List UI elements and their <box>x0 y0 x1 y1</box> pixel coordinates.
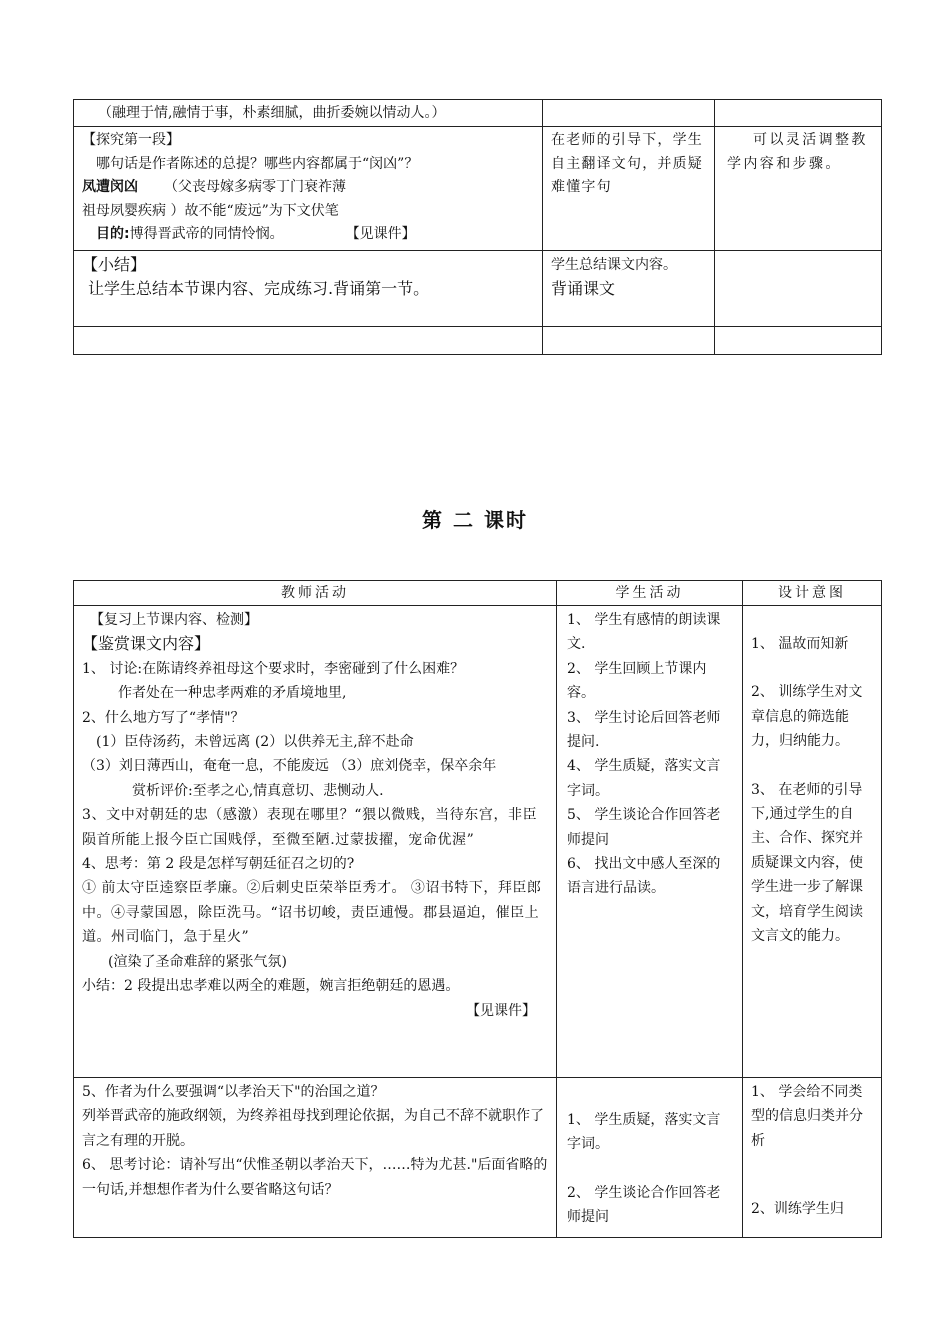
student-item: 2、 学生回顾上节课内容。 <box>567 660 707 702</box>
purpose-text: 博得晋武帝的同情怜悯。 <box>129 226 284 242</box>
question-text: 3、文中对朝廷的忠（感激）表现在哪里？“猥以微贱，当待东宫，非臣陨首所能上报今臣亡国贱俘，至微至陋.过蒙拔擢，宠命优渥” <box>82 807 538 848</box>
student-text: 在老师的引导下，学生自主翻译文句，并质疑难懂字句 <box>551 132 703 195</box>
appreciation-heading: 【鉴赏课文内容】 <box>82 634 211 654</box>
comment-text: (渲染了圣命难辞的紧张气氛) <box>108 953 287 970</box>
table-row <box>74 327 882 355</box>
student-cell <box>557 1078 743 1238</box>
question-text: 5、作者为什么要强调“以孝治天下"的治国之道？ <box>82 1084 385 1100</box>
intent-item: 1、 学会给不同类型的信息归类并分析 <box>751 1084 863 1149</box>
student-item: 6、 找出文中感人至深的语言进行品读。 <box>567 856 721 897</box>
teacher-cell <box>74 606 557 1078</box>
student-cell <box>557 606 743 1078</box>
table-header-row <box>74 581 882 606</box>
student-cell <box>543 327 715 355</box>
intent-text: 可以灵活调整教学内容和步骤。 <box>727 132 868 172</box>
section-heading: 【探究第一段】 <box>82 132 180 148</box>
intent-cell <box>715 327 882 355</box>
intent-cell <box>743 1078 882 1238</box>
question-text: 4、思考：第 2 段是怎样写朝廷征召之切的? <box>82 856 355 873</box>
courseware-ref: 【见课件】 <box>466 1002 536 1019</box>
teacher-cell <box>74 100 543 127</box>
question-text: 哪句话是作者陈述的总提？哪些内容都属于“闵凶”？ <box>96 155 419 172</box>
student-cell <box>543 100 715 127</box>
keyword-text: 凤遭闵凶 <box>82 179 138 195</box>
intent-cell <box>743 606 882 1078</box>
student-item: 1、 学生质疑，落实文言字词。 <box>567 1112 721 1153</box>
column-header-teacher: 教师活动 <box>74 581 557 606</box>
answer-text: 作者处在一种忠孝两难的矛盾境地里, <box>118 685 347 702</box>
summary-text: 让学生总结本节课内容、完成练习.背诵第一节。 <box>88 279 430 298</box>
table-row <box>74 127 882 251</box>
intent-item: 2、训练学生归 <box>751 1201 844 1218</box>
student-item: 4、 学生质疑，落实文言字词。 <box>567 758 721 799</box>
student-item: 3、 学生讨论后回答老师提问. <box>567 709 721 751</box>
lesson-one-table <box>73 99 882 355</box>
question-text: 1、 讨论:在陈请终养祖母这个要求时，李密碰到了什么困难？ <box>82 660 465 677</box>
student-text: 学生总结课文内容。 <box>551 257 677 273</box>
intent-cell <box>715 251 882 327</box>
intent-cell <box>715 100 882 127</box>
student-item: 1、 学生有感情的朗读课文. <box>567 612 721 653</box>
teacher-cell <box>74 1078 557 1238</box>
intent-item: 3、 在老师的引导下,通过学生的自主、合作、探究并质疑课文内容，使学生进一步了解课文，培育学生阅读文言文的能力。 <box>751 781 863 945</box>
comment-text: 赏析评价:至孝之心,情真意切、悲恻动人. <box>132 782 384 799</box>
student-cell <box>543 251 715 327</box>
question-text: 6、 思考讨论：请补写出“伏惟圣朝以孝治天下，……特为尤甚."后面省略的一句话,并想想作者为什么要省略这句话？ <box>82 1157 548 1198</box>
table-row <box>74 100 882 127</box>
teacher-cell <box>74 127 543 251</box>
intent-item: 1、 温故而知新 <box>751 636 849 652</box>
lesson-title: 第 二 课时 <box>422 508 528 532</box>
intent-item: 2、 训练学生对文章信息的筛选能力，归纳能力。 <box>751 684 863 750</box>
question-text: 2、什么地方写了“孝情"？ <box>82 709 245 726</box>
column-header-intent: 设计意图 <box>743 581 882 606</box>
table-row <box>74 251 882 327</box>
teacher-text: （融理于情,融情于事，朴素细腻，曲折委婉以情动人。） <box>98 105 446 121</box>
teacher-cell <box>74 327 543 355</box>
note-text: 祖母夙婴疾病 ）故不能“废远”为下文伏笔 <box>82 202 339 219</box>
summary-heading: 【小结】 <box>82 255 147 274</box>
review-heading: 【复习上节课内容、检测】 <box>90 612 258 628</box>
lesson-two-table <box>73 580 882 1238</box>
intent-cell <box>715 127 882 251</box>
answer-text: 列举晋武帝的施政纲领，为终养祖母找到理论依据，为自己不辞不就职作了言之有理的开脱。 <box>82 1108 544 1149</box>
column-header-student: 学生活动 <box>557 581 743 606</box>
courseware-ref: 【见课件】 <box>345 226 416 242</box>
student-item: 5、 学生谈论合作回答老师提问 <box>567 807 721 848</box>
student-cell <box>543 127 715 251</box>
student-item: 2、 学生谈论合作回答老师提问 <box>567 1184 721 1226</box>
table-row <box>74 606 882 1078</box>
answer-text: (1）臣侍汤药，未曾远离 (2）以供养无主,辞不赴命 <box>96 734 414 751</box>
student-text: 背诵课文 <box>551 279 616 298</box>
purpose-label: 目的: <box>96 226 130 242</box>
table-row <box>74 1078 882 1238</box>
answer-text: ① 前太守臣逵察臣孝廉。②后刺史臣荣举臣秀才。 ③诏书特下，拜臣郎中。④寻蒙国恩，除臣洗马。“诏书切峻，责臣逋慢。郡县逼迫，催臣上道。州司临门，急于星火” <box>82 880 542 946</box>
summary-text: 小结：2 段提出忠孝难以两全的难题，婉言拒绝朝廷的恩遇。 <box>82 978 460 995</box>
teacher-cell <box>74 251 543 327</box>
note-text: （父丧母嫁多病零丁门衰祚薄 <box>164 179 346 195</box>
answer-text: （3）刘日薄西山，奄奄一息，不能废远 （3）庶刘侥幸，保卒余年 <box>82 758 497 775</box>
